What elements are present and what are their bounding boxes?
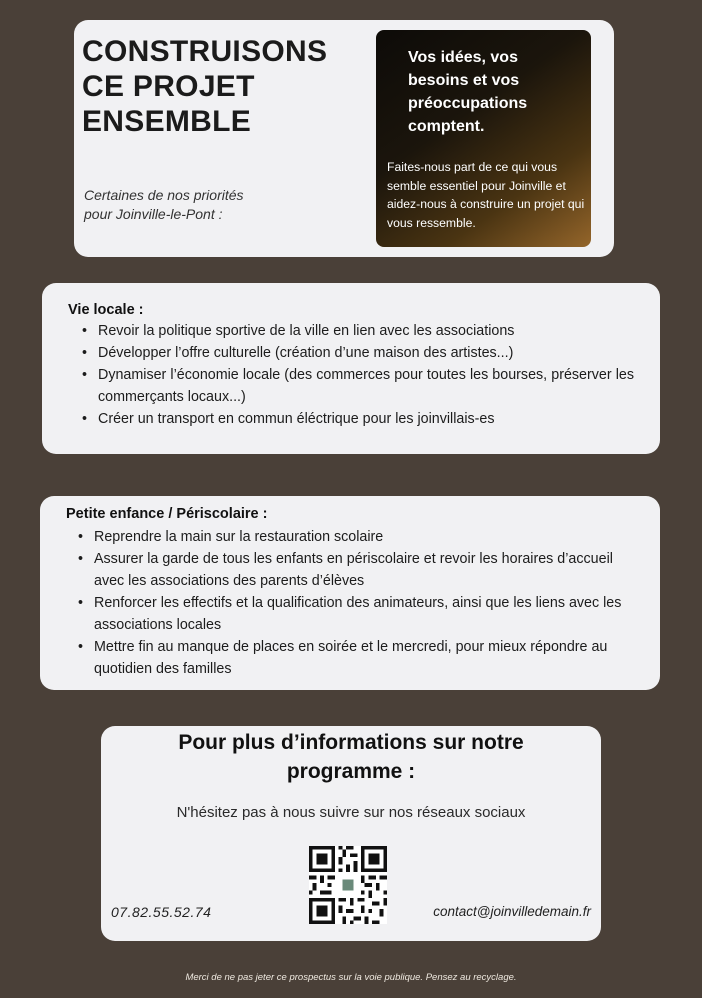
section-heading: Petite enfance / Périscolaire : — [66, 506, 268, 522]
header-card — [74, 20, 614, 257]
list-item: • Assurer la garde de tous les enfants en périscolaire et revoir les horaires d’accueil avec les associations des parents d’élèves — [72, 548, 628, 592]
vie-locale-card — [42, 283, 660, 454]
phone-number[interactable]: 07.82.55.52.74 — [111, 904, 212, 920]
priorities-subtitle: Certaines de nos priorités pour Joinville-le-Pont : — [84, 187, 244, 222]
section-heading: Vie locale : — [68, 302, 144, 318]
priority-list — [72, 526, 628, 680]
list-item: • Dynamiser l’économie locale (des commerces pour toutes les bourses, préserver les commerçants locaux...) — [76, 364, 634, 408]
list-item: • Créer un transport en commun éléctrique pour les joinvillais-es — [76, 408, 634, 430]
footer-note: Merci de ne pas jeter ce prospectus sur la voie publique. Pensez au recyclage. — [185, 972, 517, 983]
petite-enfance-card — [40, 496, 660, 690]
callout-text: Faites-nous part de ce qui vous semble essentiel pour Joinville et aidez-nous à construire un projet qui vous ressemble. — [387, 160, 585, 230]
list-item: • Développer l’offre culturelle (création d’une maison des artistes...) — [76, 342, 634, 364]
list-item: • Renforcer les effectifs et la qualification des animateurs, ainsi que les liens avec les associations locales — [72, 592, 628, 636]
list-item: • Revoir la politique sportive de la ville en lien avec les associations — [76, 320, 634, 342]
email-link[interactable]: contact@joinvilledemain.fr — [433, 904, 591, 919]
title-line: ENSEMBLE — [82, 105, 252, 138]
list-item: • Reprendre la main sur la restauration scolaire — [72, 526, 628, 548]
page-title — [82, 34, 327, 139]
title-line: CE PROJET — [82, 70, 255, 103]
info-card — [101, 726, 601, 941]
priority-list — [76, 320, 634, 430]
list-item: • Mettre fin au manque de places en soirée et le mercredi, pour mieux répondre au quotidien des familles — [72, 636, 628, 680]
ideas-callout — [376, 30, 591, 247]
qr-code[interactable] — [309, 846, 387, 924]
info-title: Pour plus d’informations sur notre programme : — [178, 731, 524, 783]
title-line: CONSTRUISONS — [82, 35, 328, 68]
callout-title: Vos idées, vos besoins et vos préoccupations comptent. — [408, 49, 528, 135]
social-text: N'hésitez pas à nous suivre sur nos réseaux sociaux — [176, 804, 526, 821]
